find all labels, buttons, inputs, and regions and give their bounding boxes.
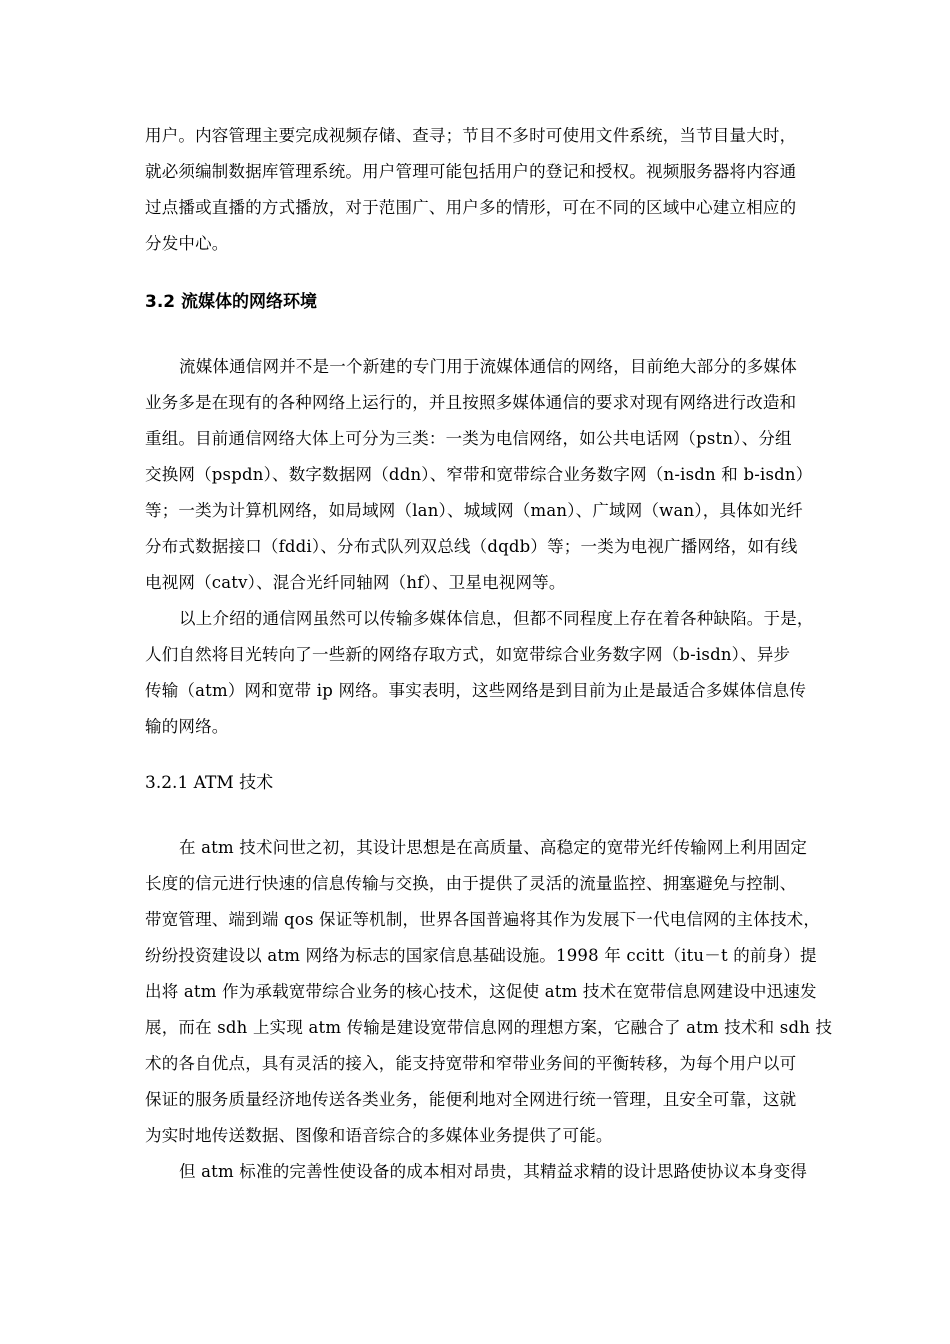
text-line: 出将 atm 作为承载宽带综合业务的核心技术，这促使 atm 技术在宽带信息网建设中迅速发 <box>145 982 817 1001</box>
text-line: 术的各自优点，具有灵活的接入，能支持宽带和窄带业务间的平衡转移，为每个用户以可 <box>145 1054 797 1073</box>
text-line: 电视网（catv）、混合光纤同轴网（hf）、卫星电视网等。 <box>145 573 566 592</box>
text-line: 为实时地传送数据、图像和语音综合的多媒体业务提供了可能。 <box>145 1126 613 1145</box>
text-line: 展，而在 sdh 上实现 atm 传输是建设宽带信息网的理想方案，它融合了 atm 技术和 sdh 技 <box>145 1018 833 1037</box>
text-line: 长度的信元进行快速的信息传输与交换，由于提供了灵活的流量监控、拥塞避免与控制、 <box>145 874 797 893</box>
section-heading-3-2-1: 3.2.1 ATM 技术 <box>145 773 274 793</box>
text-line: 但 atm 标准的完善性使设备的成本相对昂贵，其精益求精的设计思路使协议本身变得 <box>179 1162 808 1181</box>
text-line: 就必须编制数据库管理系统。用户管理可能包括用户的登记和授权。视频服务器将内容通 <box>145 162 797 181</box>
text-line: 用户。内容管理主要完成视频存储、查寻；节目不多时可使用文件系统，当节目量大时， <box>145 126 797 145</box>
text-line: 流媒体通信网并不是一个新建的专门用于流媒体通信的网络，目前绝大部分的多媒体 <box>179 357 797 376</box>
text-line: 等；一类为计算机网络，如局域网（lan）、城域网（man）、广域网（wan），具体如光纤 <box>145 501 803 520</box>
text-line: 过点播或直播的方式播放，对于范围广、用户多的情形，可在不同的区域中心建立相应的 <box>145 198 797 217</box>
text-line: 交换网（pspdn）、数字数据网（ddn）、窄带和宽带综合业务数字网（n-isdn 和 b-isdn） <box>145 465 813 484</box>
text-line: 以上介绍的通信网虽然可以传输多媒体信息，但都不同程度上存在着各种缺陷。于是， <box>179 609 814 628</box>
text-line: 在 atm 技术问世之初，其设计思想是在高质量、高稳定的宽带光纤传输网上利用固定 <box>179 838 808 857</box>
text-line: 保证的服务质量经济地传送各类业务，能便利地对全网进行统一管理，且安全可靠，这就 <box>145 1090 797 1109</box>
text-line: 带宽管理、端到端 qos 保证等机制，世界各国普遍将其作为发展下一代电信网的主体技术， <box>145 910 821 929</box>
text-line: 分布式数据接口（fddi）、分布式队列双总线（dqdb）等；一类为电视广播网络，如有线 <box>145 537 798 556</box>
text-line: 分发中心。 <box>145 234 229 253</box>
text-line: 传输（atm）网和宽带 ip 网络。事实表明，这些网络是到目前为止是最适合多媒体信息传 <box>145 681 807 700</box>
text-line: 纷纷投资建设以 atm 网络为标志的国家信息基础设施。1998 年 ccitt（itu－t 的前身）提 <box>145 946 817 965</box>
text-line: 人们自然将目光转向了一些新的网络存取方式，如宽带综合业务数字网（b-isdn）、异步 <box>145 645 791 664</box>
text-line: 重组。目前通信网络大体上可分为三类：一类为电信网络，如公共电话网（pstn）、分组 <box>145 429 792 448</box>
section-heading-3-2: 3.2 流媒体的网络环境 <box>145 292 318 312</box>
text-line: 输的网络。 <box>145 717 229 736</box>
text-line: 业务多是在现有的各种网络上运行的，并且按照多媒体通信的要求对现有网络进行改造和 <box>145 393 797 412</box>
